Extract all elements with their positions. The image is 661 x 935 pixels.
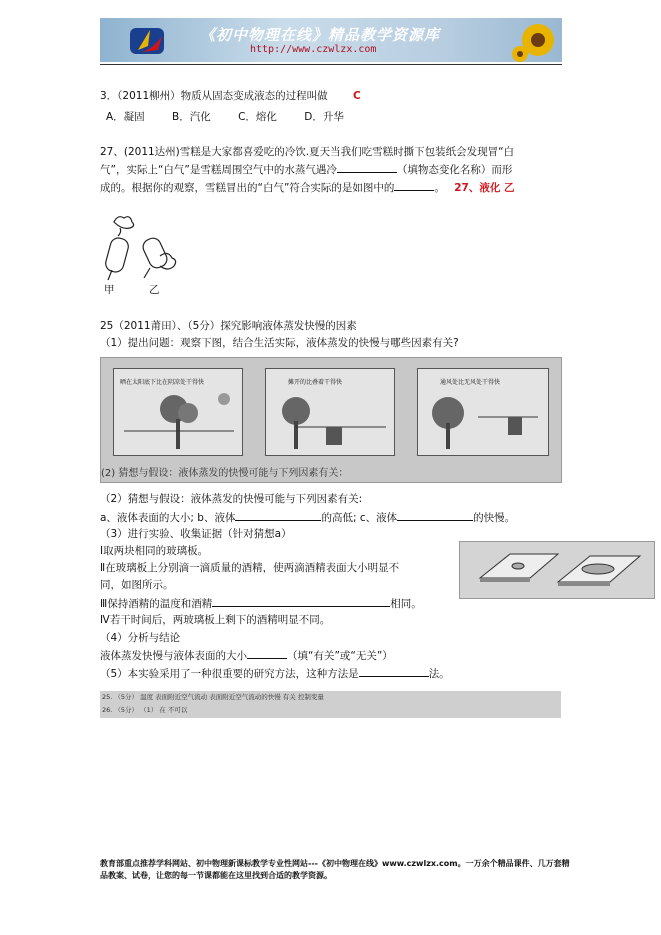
q27-answer: 27、液化 乙 — [454, 182, 515, 194]
header-banner — [100, 18, 562, 62]
panel-caption: 晒在太阳底下比在阴凉处干得快 — [120, 379, 205, 386]
label-jia: 甲 — [104, 284, 115, 296]
q27-line2: 气”，实际上“白气”是雪糕周围空气中的水蒸气遇冷 （填物态变化名称）而形 — [100, 164, 513, 176]
evaporation-photo — [100, 357, 562, 483]
label-yi: 乙 — [149, 284, 160, 296]
tree-cloth-icon — [266, 387, 394, 455]
q25-hypothesis: a、液体表面的大小; b、液体 的高低; c、液体 的快慢。 — [100, 512, 516, 524]
step-4: Ⅳ若干时间后，两玻璃板上剩下的酒精明显不同。 — [100, 614, 331, 626]
answer-strip-line-2: 26. （5分） （1） 在 不可以 — [102, 706, 188, 714]
q3-answer: C — [353, 90, 361, 102]
q25-question3: （3）进行实验、收集证据（针对猜想a） — [100, 528, 292, 540]
step-2b: 同，如图所示。 — [100, 579, 174, 591]
q27-line1: 27、(2011达州)雪糕是大家都喜爱吃的冷饮.夏天当我们吃雪糕时撕下包装纸会发现冒“白 — [100, 146, 515, 158]
photo-cutoff-text: (2) 猜想与假设：液体蒸发的快慢可能与下列因素有关： — [101, 468, 349, 479]
option-b: B．汽化 — [172, 111, 211, 123]
answer-strip-photo — [100, 691, 561, 718]
glass-plates-icon — [460, 542, 654, 598]
photo-panel-sun — [113, 368, 243, 456]
q3-options — [106, 110, 344, 124]
page-footer: 教育部重点推荐学科网站、初中物理新课标教学专业性网站---《初中物理在线》www.czwlzx.com。一万余个精品课件、几万套精品教案、试卷，让您的每一节课都能在这里找到合适的教学资源。 — [100, 859, 570, 880]
q25-question5: （5）本实验采用了一种很重要的研究方法，这种方法是 法。 — [100, 668, 450, 680]
tree-wind-icon — [418, 387, 548, 455]
logo-icon — [128, 22, 168, 58]
banner-title: 《初中物理在线》精品教学资源库 — [200, 26, 441, 44]
option-a: A．凝固 — [106, 111, 145, 123]
sunflower-icon — [508, 18, 562, 62]
step-3: Ⅲ保持酒精的温度和酒精 相同。 — [100, 598, 422, 610]
step-2a: Ⅱ在玻璃板上分别滴一滴质量的酒精，使两滴酒精表面大小明显不 — [100, 562, 400, 574]
step-1: Ⅰ取两块相同的玻璃板。 — [100, 545, 209, 557]
q25-question4: （4）分析与结论 — [100, 632, 181, 644]
option-c: C．熔化 — [238, 111, 277, 123]
q3-stem: 3．（2011柳州）物质从固态变成液态的过程叫做 C — [100, 90, 361, 102]
option-d: D．升华 — [304, 111, 344, 123]
glass-plates-photo — [459, 541, 655, 599]
header-rule — [100, 64, 562, 65]
q25-question1: （1）提出问题：观察下图，结合生活实际，液体蒸发的快慢与哪些因素有关? — [100, 337, 459, 349]
popsicle-figure — [100, 208, 190, 284]
answer-strip-line-1: 25. （5分） 温度 表面附近空气流动 表面附近空气流动的快慢 有关 控制变量 — [102, 693, 324, 701]
q25-question2: （2）猜想与假设：液体蒸发的快慢可能与下列因素有关: — [100, 493, 363, 505]
photo-panel-wind — [417, 368, 549, 456]
popsicle-a-icon — [104, 217, 134, 280]
q25-title: 25（2011莆田）、（5分）探究影响液体蒸发快慢的因素 — [100, 320, 357, 332]
photo-panel-spread — [265, 368, 395, 456]
tree-sun-icon — [114, 387, 242, 455]
q27-line3: 成的。根据你的观察，雪糕冒出的“白气”符合实际的是如图中的 。 27、液化 乙 — [100, 182, 515, 194]
popsicle-b-icon — [141, 236, 176, 278]
q25-conclusion: 液体蒸发快慢与液体表面的大小 （填“有关”或“无关”） — [100, 650, 393, 662]
panel-caption: 摊开的比叠着干得快 — [288, 379, 343, 386]
banner-url[interactable]: http://www.czwlzx.com — [250, 44, 377, 55]
panel-caption: 通风处比无风处干得快 — [440, 379, 501, 386]
